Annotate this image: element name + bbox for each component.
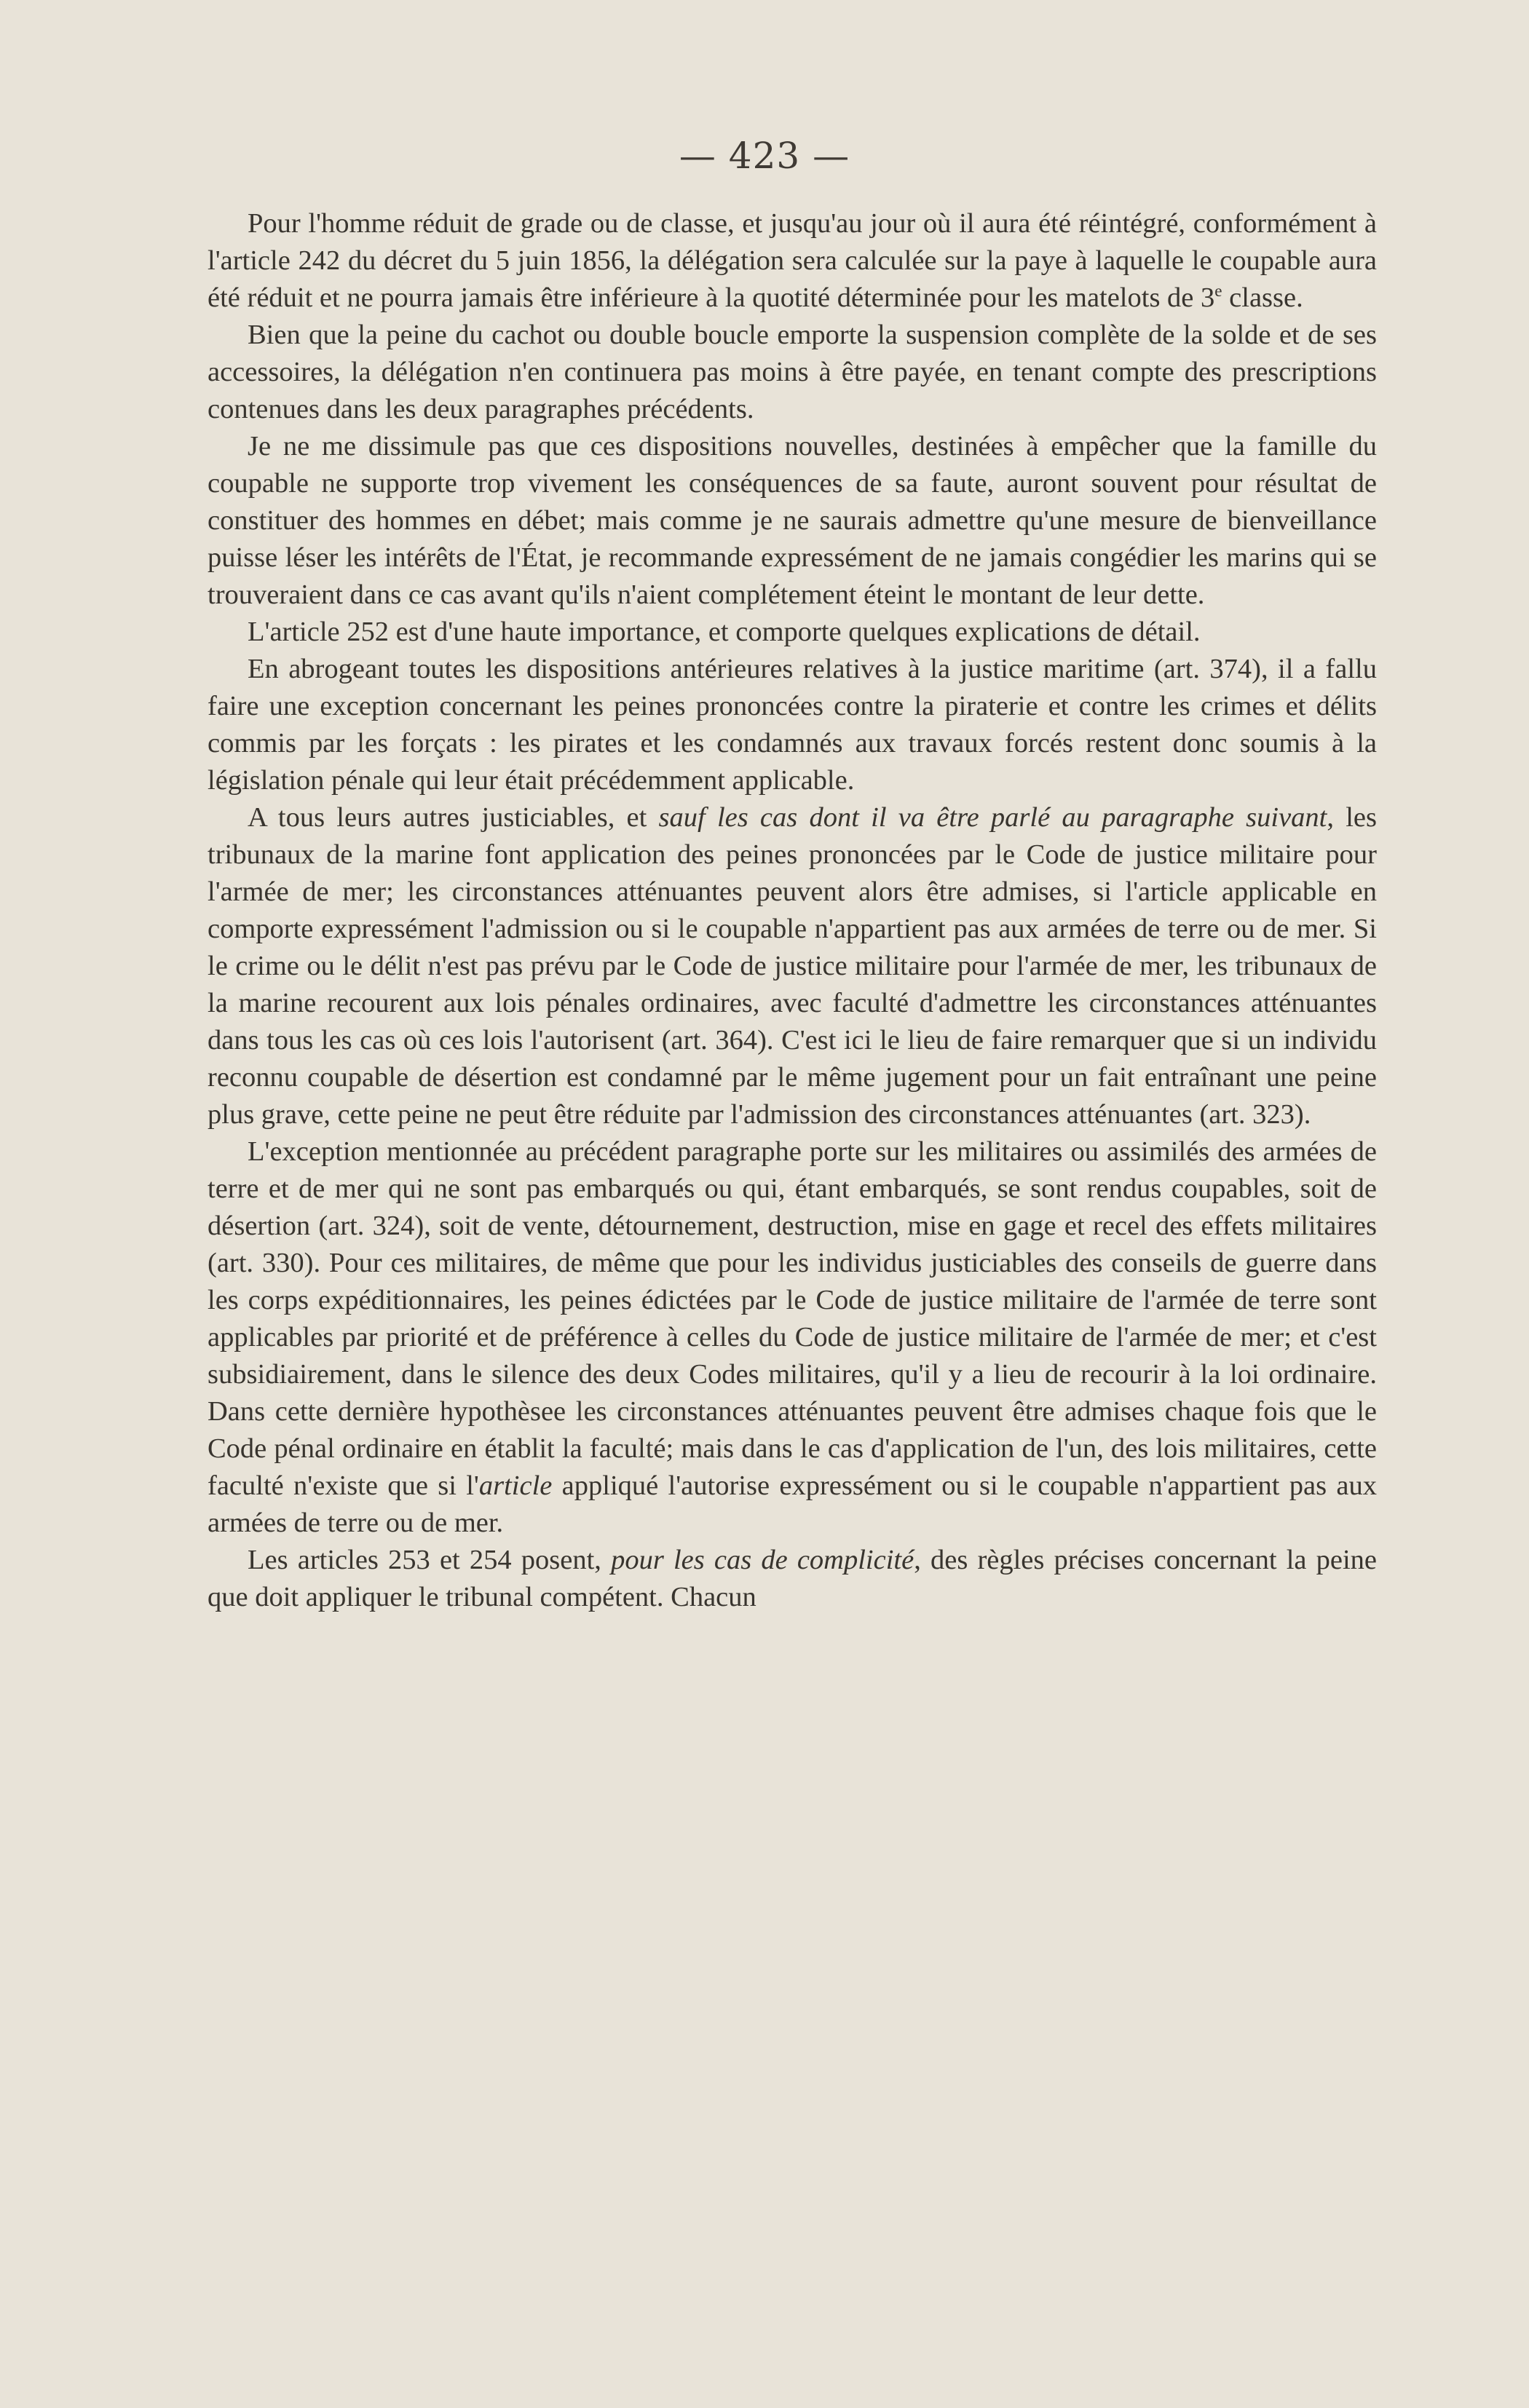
paragraph [208, 1133, 1377, 1542]
paragraph-text-tail: classe. [1222, 282, 1303, 313]
paragraph-text: , les tribunaux de la marine font application des peines prononcées par le Code de justice militaire pour l'armée de mer; les circonstances atténuantes peuvent alors être admises, si l'article applicable en comporte expressément l'admission ou si le coupable n'appartient pas aux armées de terre ou de mer. Si le crime ou le délit n'est pas prévu par le Code de justice militaire pour l'armée de mer, les tribunaux de la marine recourent aux lois pénales ordinaires, avec faculté d'admettre les circonstances atténuantes dans tous les cas où ces lois l'autorisent (art. 364). C'est ici le lieu de faire remarquer que si un individu reconnu coupable de désertion est condamné par le même jugement pour un fait entraînant une peine plus grave, cette peine ne peut être réduite par l'admission des circonstances atténuantes (art. 323). [208, 802, 1377, 1130]
paragraph [208, 799, 1377, 1133]
paragraph-text: Bien que la peine du cachot ou double boucle emporte la suspension complète de la solde et de ses accessoires, la délégation n'en continuera pas moins à être payée, en tenant compte des prescriptions contenues dans les deux paragraphes précédents. [208, 320, 1377, 424]
paragraph-text: En abrogeant toutes les dispositions antérieures relatives à la justice maritime (art. 374), il a fallu faire une exception concernant les peines prononcées contre la piraterie et contre les crimes et délits commis par les forçats : les pirates et les condamnés aux travaux forcés restent donc soumis à la législation pénale qui leur était précédemment applicable. [208, 654, 1377, 796]
paragraph [208, 205, 1377, 317]
ordinal-superscript: e [1214, 281, 1222, 301]
paragraph [208, 651, 1377, 799]
paragraph-lead: L'exception mentionnée au précédent paragraphe porte sur les militaires ou assimilés des armées de terre et de mer qui ne sont pas embarqués ou qui, étant embarqués, se sont rendus coupables, soit de désertion (art. 324), soit de vente, détournement, destruction, mise en gage et recel des effets militaires (art. 330). Pour ces militaires, de même que pour les individus justiciables des conseils de guerre dans les corps expéditionnaires, les peines édictées par le Code de justice militaire de l'armée de terre sont applicables par priorité et de préférence à celles du Code de justice militaire de l'armée de mer; et c'est subsidiairement, dans le silence des deux Codes militaires, qu'il y a lieu de recourir à la loi ordinaire. Dans cette dernière hypothèsee les circonstances atténuantes peuvent être admises chaque fois que le Code pénal ordinaire en établit la faculté; mais dans le cas d'application de l'un, des lois militaires, cette faculté n'existe que si l' [208, 1136, 1377, 1501]
paragraph-italic: article [478, 1470, 553, 1501]
paragraph-text: L'article 252 est d'une haute importance, et comporte quelques explications de détail. [248, 617, 1201, 647]
paragraph-text: , des règles précises concernant la peine que doit appliquer le tribunal compétent. Chacun [208, 1545, 1377, 1612]
page-number: — 423 — [679, 135, 850, 177]
paragraph-text: appliqué l'autorise expressément ou si le coupable n'appartient pas aux armées de terre ou de mer. [208, 1470, 1377, 1538]
body-text [208, 205, 1377, 1616]
paragraph-text: Pour l'homme réduit de grade ou de classe, et jusqu'au jour où il aura été réintégré, conformément à l'article 242 du décret du 5 juin 1856, la délégation sera calculée sur la paye à laquelle le coupable aura été réduit et ne pourra jamais être inférieure à la quotité déterminée pour les matelots de 3 [208, 208, 1377, 313]
paragraph-lead: Les articles 253 et 254 posent, [248, 1545, 612, 1575]
paragraph [208, 317, 1377, 428]
paragraph-italic: sauf les cas dont il va être parlé au paragraphe suivant [658, 802, 1327, 833]
paragraph [208, 428, 1377, 614]
paragraph-italic: pour les cas de complicité [611, 1545, 914, 1575]
paragraph [208, 1542, 1377, 1616]
paragraph [208, 614, 1377, 651]
paragraph-text: Je ne me dissimule pas que ces dispositions nouvelles, destinées à empêcher que la famille du coupable ne supporte trop vivement les conséquences de sa faute, auront souvent pour résultat de constituer des hommes en débet; mais comme je ne saurais admettre qu'une mesure de bienveillance puisse léser les intérêts de l'État, je recommande expressément de ne jamais congédier les marins qui se trouveraient dans ce cas avant qu'ils n'aient complétement éteint le montant de leur dette. [208, 431, 1377, 610]
paragraph-lead: A tous leurs autres justiciables, et [248, 802, 659, 833]
